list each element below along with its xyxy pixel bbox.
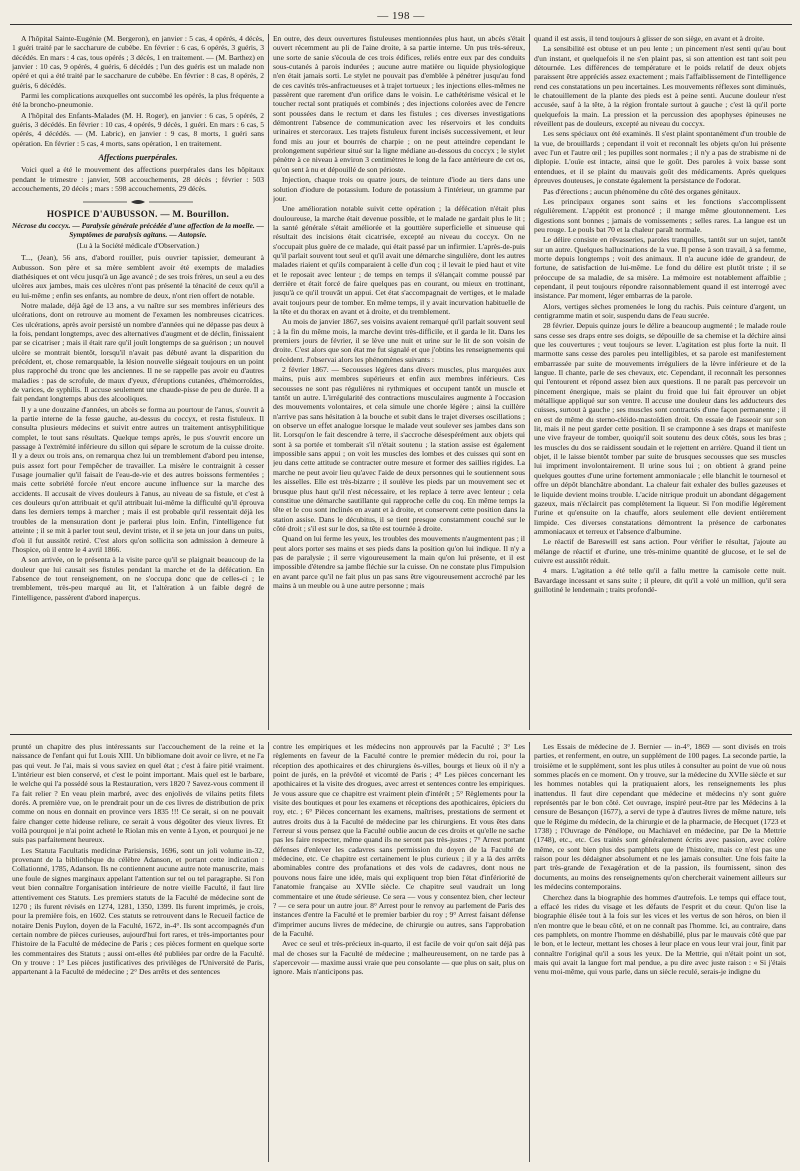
ornament-divider-icon <box>83 198 193 206</box>
top-rule <box>10 24 792 25</box>
feuilleton-column-3 <box>534 742 786 1162</box>
article-note: (Lu à la Société médicale d'Observation.) <box>76 240 200 250</box>
paragraph: quand il est assis, il tend toujours à glisser de son siège, en avant et à droite. <box>534 34 765 43</box>
paragraph: En outre, des deux ouvertures fistuleuses mentionnées plus haut, un abcès s'était ouvert récemment au pli de l'aine droite, à sa partie interne. Un pus très-séreux, une sorte de sanie s'écoula de ces trois édifices, reliés entre eux par des conduits sous-cutanés à parois indurées ; aucune autre matière ou liquide physiologique n'en était jamais sorti. Le stylet ne pouvait pas d'emblée à pénétrer jusqu'au fond de ces cavités très-anfractueuses et à trajet tortueux ; les injections elles-mêmes ne passèrent que rarement d'un orifice dans le voisin. Le cathétérisme vésical et le toucher rectal sont pratiqués et combinés ; des injections colorées avec de l'encre sont poussées dans le rectum et dans les fistules ; ces diverses investigations démontrent l'absence de communication avec les réservoirs et les conduits urinaires et stercoraux. Les trajets fistuleux furent incisés successivement, et leur fond mis au jour et bourrés de charpie ; on ne peut atteindre cependant le prolongement supérieur situé sur la ligne médiane au-dessous du coccyx ; le stylet pénètre à ce niveau à environ 3 centimètres le long de la face antérieure de cet os, qu'on sent à nu et dépouillé de son périoste. <box>273 34 525 174</box>
column-separator <box>529 742 530 1162</box>
section-title-puerperal: Affections puerpérales. <box>98 153 178 163</box>
paragraph: Parmi les complications auxquelles ont succombé les opérés, la plus fréquente a été la broncho-pneumonie. <box>12 91 264 110</box>
paragraph: La sensibilité est obtuse et un peu lente ; un pincement n'est senti qu'au bout d'un instant, et quelquefois il ne s'en plaint pas, si son attention est tant soit peu détournée. Les différences de température et le poids relatif de deux objets paraissent être appréciés assez exactement ; mais l'affaiblissement de l'intelligence rend ces constatations un peu incertaines. Les mouvements réflexes sont diminués, le chatouillement de la plante des pieds est à peine senti. Aucune douleur n'est accusée, sauf à la tête, à la région frontale surtout à gauche ; c'est là qu'il porte quelquefois la main. La pression et la percussion des apophyses épineuses ne réveillent pas de douleurs, excepté au niveau du coccyx. <box>534 44 786 129</box>
paragraph: Les sens spéciaux ont été examinés. Il s'est plaint spontanément d'un trouble de la vue, de brouillards ; cependant il voit et reconnaît les objets qu'on lui présente avec l'un et l'autre œil ; les pupilles sont normales ; il n'y a pas de strabisme ni de diplopie. L'ouïe est intacte, ainsi que le goût. Des paroles à voix basse sont entendues, et il se plaint du mauvais goût des médicaments. Après quelques épreuves douteuses, je constate également la persistance de l'odorat. <box>534 129 786 186</box>
paragraph: Notre malade, déjà âgé de 13 ans, a vu naître sur ses membres inférieurs des ulcérations, dont on retrouve au moment de l'examen les nombreuses cicatrices. Ces ulcérations, après avoir persisté un nombre d'années qui ne dépasse pas deux à la fois, pendant longtemps, avec des alternatives d'augment et de déclin, finissaient par se cicatriser ; mais il était rare qu'il jouît longtemps de sa guérison ; un nouvel ulcère se montrait bientôt, lorsqu'il n'avait pas débuté avant la disparition du précédent, et, chose remarquable, la lésion nouvelle siégeait toujours en un point plus rapproché du tronc que les anciennes. Il ne se rappelle pas avoir eu d'autres maladies : pas de scrofule, de maux d'yeux, d'éruptions cutanées, d'hémorroïdes, de varices, de syphilis. Il accuse seulement une chaude-pisse de peu de durée. Il a fait pendant longtemps abus des alcooliques. <box>12 300 264 404</box>
paragraph: Pas d'érections ; aucun phénomène du côté des organes génitaux. <box>543 186 741 196</box>
feuilleton-rule <box>10 734 792 735</box>
paragraph: Cherchez dans la biographie des hommes d'autrefois. Le temps qui efface tout, a effacé les rides du visage et les défauts de l'esprit et du cœur. Qu'on lise la biographie élisée tout à la fois sur les vices et les vertus de son héros, on bien il n'en montre que le beau côté, et on ne connaît pas l'homme. Ici, au contraire, dans ces pamphlets, on montre l'homme en déshabillé, plus par le mauvais côté que par le bon, et le lecteur, mettant les choses à leur place en vous leur vrai jour, finit par connaître l'original qu'il a sous les yeux. De la Mettrie, qui n'était point un sot, mais qui avait la langue fort mal pendue, a pu dire avec juste raison : « Si j'étais venu moi-même, qui vous parle, dans un siècle reculé, serais-je indigne du <box>534 892 786 977</box>
column-1 <box>12 34 264 730</box>
feuilleton-column-1 <box>12 742 264 1162</box>
paragraph: Les Essais de médecine de J. Bernier — in-4°, 1869 — sont divisés en trois parties, et renferment, en outre, un supplément de 100 pages. La seconde partie, la troisième et le supplément, sont les plus utiles à consulter au point de vue où nous sommes placés en ce moment. On y trouve, sur la médecine du XVIIe siècle et sur les hommes notables qui la pratiquaient alors, les renseignements les plus inattendus. Il faut dire cependant que médecine et médecins n'y sont guère représentés par le bon côté. Cet ouvrage, inspiré peut-être par les Médecins à la censure de Besançon (1677), a servi de type à d'autres livres de même nature, tels que le Régime du médecin, de la chirurgie et de la pharmacie, de Hecquet (1723 et 1738) ; l'Ouvrage de Pénélope, ou Machiavel en médecine, par De la Mettrie (1748), etc., etc. Ces traités sont généralement écrits avec passion, avec colère même, ce sont bien plus des pamphlets que de l'histoire, mais ce n'est pas une raison pour les dédaigner absolument et ne les jamais consulter. Une fois faite la part très-grande de l'exagération et de la passion, ils fournissent, sinon des documents, au moins des renseignements qu'on chercherait vainement ailleurs sur les médecins contemporains. <box>534 742 786 892</box>
article-title-hospice: HOSPICE D'AUBUSSON. — M. Bourillon. <box>46 208 230 219</box>
paragraph: Les Statuta Facultatis medicinæ Parisiensis, 1696, sont un joli volume in-32, provenant de la bibliothèque du célèbre Adanson, et portant cette indication : Collationné, 1785, Adanson. Ils ne contiennent aucune autre note manuscrite, mais une foule de signes marginaux appelant l'attention sur tel ou tel paragraphe. Si l'on veut bien connaître l'organisation intérieure de notre vieille Faculté, il faut lire attentivement ces Statuts. Les premiers statuts de la Faculté de médecine sont de 1270 ; ils furent révisés en 1274, 1281, 1350, 1399. Ils furent imprimés, je crois, pour la première fois, en 1602. Ces statuts se retrouvent dans le Recueil factice de notaire Denis Puylon, doyen de la Faculté, 1672, in-4°. Ils sont accompagnés d'un certain nombre de pièces curieuses, aujourd'hui fort rares, et très-importantes pour l'histoire de la Faculté de médecine de Paris ; ces pièces forment en quelque sorte les commentaires des Statuts ; aussi ont-elles été publiées par ordre de la Faculté. On y trouve : 1° Les pièces justificatives des privilèges de l'Université de Paris, appartenant à la Faculté de médecine ; 2° Des arrêts et des sentences <box>12 845 264 977</box>
paragraph: T..., (Jean), 56 ans, d'abord rouiller, puis ouvrier tapissier, demeurant à Aubusson. Son père et sa mère semblent avoir été exempts de maladies diathésiques et ont vécu jusqu'à un âge avancé ; de ses trois frères, un seul a eu des ulcères aux jambes, mais ces ulcères n'ont pas présenté la ténacité de ceux qu'il a eu lui-même ; enfin ses enfants, au nombre de deux, n'ont rien offert de notable. <box>12 253 264 300</box>
page-number: — 198 — <box>377 10 425 22</box>
paragraph: Il y a une douzaine d'années, un abcès se forma au pourtour de l'anus, s'ouvrit à la partie interne de la fesse gauche, au-dessus du coccyx, et resta fistuleux. Il consulta plusieurs médecins et suivit entre autres un traitement antisyphilitique complet, le tout sans résultats. Quelque temps après, le pus s'ouvrit encore un passage à l'extrémité inférieure du sillon qui sépare le scrotum de la cuisse droite. Il y a deux ou trois ans, on remarqua chez lui un tremblement d'abord peu intense, puis assez fort pour l'empêcher de travailler. La misère le contraignit à cesser l'usage journalier qu'il faisait de l'eau-de-vie et des autres boissons fermentées ; mais cette sobriété forcée n'eut encore aucune influence sur la marche des accidents. Il accusait de vives douleurs à l'anus, au niveau de sa fistule, et c'est à ces douleurs qu'on attribuait et qu'il attribuait lui-même la difficulté qu'il éprouva dans les derniers temps à marcher ; mais il est probable qu'il ressentait déjà les troubles de la mensuration dont je parlerai plus loin. Enfin, l'intelligence fut atteinte ; il se mit à parler tout seul, devint triste, et il se jeta un jour dans un puits, d'où il fut aussitôt retiré. C'est alors qu'on sollicita son admission à demeure à l'hospice, où il entre le 4 avril 1866. <box>12 404 264 554</box>
paragraph: Au mois de janvier 1867, ses voisins avaient remarqué qu'il parlait souvent seul ; à la fin du même mois, la marche devint très-difficile, et il garda le lit. Dans les premiers jours de février, il se lève une nuit et urine sur le lit de son voisin de droite. C'est alors que son état me fut signalé et que j'obtins les renseignements qui précèdent. J'observai alors les phénomènes suivants : <box>273 317 525 364</box>
feuilleton-column-2 <box>273 742 525 1162</box>
column-separator <box>529 34 530 730</box>
paragraph: Avec ce seul et très-précieux in-quarto, il est facile de voir qu'on sait déjà pas mal de choses sur la Faculté de médecine ; malheureusement, on ne tarde pas à s'apercevoir — maxime aussi vraie que peu consolante — que plus on sait, plus on ignore. Mais n'anticipons pas. <box>273 939 525 977</box>
paragraph: Une amélioration notable suivit cette opération ; la défécation n'était plus douloureuse, la marche était devenue possible, et le malade ne gardait plus le lit ; la santé générale s'était améliorée et la gouttière superficielle et sinueuse qui résultait des incisions était cicatrisée, excepté au niveau du coccyx. On ne s'occupait plus guère de ce malade, qui était passé par un infirmier. L'après-de-puis qu'il parlait souvent tout seul et qu'il avait une démarche singulière, dont les autres malades riaient et qu'ils comparaient à celle d'un coq ; il levait le pied haut et vite et le reposait avec lenteur ; de temps en temps il s'élançait comme poussé par derrière et était forcé de faire quelques pas en courant, ou mieux en trottinant, jusqu'à ce qu'il trouvât un appui. Cet état s'accompagnait de vertiges, et le malade avait toujours peur de tomber. En même temps, il y avait incurvation habituelle de la tête et du thorax en avant et à droite, et du tremblement. <box>273 204 525 316</box>
paragraph: 28 février. Depuis quinze jours le délire a beaucoup augmenté ; le malade roule sans cesse ses draps entre ses doigts, se dépouille de sa chemise et la déchire ainsi que les couvertures ; veut toujours se lever. L'agitation est plus forte la nuit. Il marmotte sans cesse des paroles peu intelligibles, et sa parole est manifestement embarrassée par suite de mouvements irréguliers de la lèvre inférieure et de la langue. Il chante, parle de ses chevaux, etc. Cependant, il reconnaît les personnes qui l'entourent et répond assez bien aux questions. Il ne paraît pas percevoir un pincement énergique, mais se plaint du froid que lui fait éprouver un objet métallique appliqué sur son ventre. Il accuse une douleur dans les adducteurs des cuisses, surtout à gauche ; ses muscles sont contractés d'une façon permanente ; il en est de même du sterno-cléido-mastoïdien droit. On essaie de l'asseoir sur son lit, mais il ne peut garder cette position. Il se cramponne à ses draps et manifeste une vive frayeur de tomber, quoiqu'il soit soutenu des deux côtés, sous les bras ; les muscles du dos se raidissent soudain et le rejettent en arrière. Quand il tient un objet, il le laisse bientôt tomber par suite de brusques secousses que ses muscles lui impriment involontairement. Il urine sous lui ; on obtient à grand peine quelques gouttes d'une urine fortement ammoniacale ; elle blanchit le tournesol et offre un dépôt blanchâtre abondant. La chaleur fait exhaler des bulles gazeuses et le liquide devient moins trouble. L'acide nitrique produit un abondant dégagement gazeux, mais n'éclaircit pas complètement la liqueur. Si l'on modifie légèrement l'urine et qu'ensuite on la chauffe, alors seulement elle devient entièrement limpide. Ces diverses constatations démontrent la présence de carbonates ammoniacaux et terreux et l'absence d'albumine. <box>534 321 786 536</box>
paragraph: contre les empiriques et les médecins non approuvés par la Faculté ; 3° Les règlements en faveur de la Faculté contre le premier médecin du roi, pour la réception des apothicaires et des chirurgiens ès-villes, bourgs et lieux où il n'y a point de jurés, en la prévôté et vicomté de Paris ; 4° Les pièces concernant les apothicaires et la visite des drogues, avec arrest et sentences contre les empiriques. Je vous assure que ce chapitre est vraiment plein d'intérêt ; 5° Règlements pour la visite des boutiques et pour les examens et réceptions des apothicaires, épiciers du roy, etc. ; 6° Pièces concernant les examens, maîtrises, prestations de serment et autres droits dus à la Faculté de médecine par les chirurgiens. Et vous êtes dans l'erreur si vous pensez que la Faculté oublie aucun de ces droits et qu'elle ne sache pas les faire respecter, même quand ils ne seront pas très-justes ; 7° Arrest portant défenses d'enlever les cadavres sans permission du doyen de la Faculté de médecine, etc. Ce chapitre est certainement le plus curieux ; il y a là des arrêts abominables contre des profanations et des vols de cadavres, dont nous ne pouvons nous faire une idée, mais qui expliquent trop bien l'état d'infériorité de l'anatomie française au XVIIe siècle. Ce chapitre seul vaudrait un long commentaire et une étude sérieuse. Ce sera — vous y consentez bien, cher lecteur ? — ce sera pour un autre jour. 8° Arrest pour le renvoy au parlement de Paris des instances d'entre la Faculté et le premier barbier du roy ; 9° Arrest faisant défense d'imprimer aucuns livres de médecine, de chirurgie ou autres, sans l'approbation de la Faculté. <box>273 742 525 938</box>
paragraph: Injection, chaque trois ou quatre jours, de teinture d'iode au tiers dans une solution d'iodure de potassium. Iodure de potassium à l'intérieur, un gramme par jour. <box>273 175 525 203</box>
paragraph: prunté un chapitre des plus intéressants sur l'accouchement de la reine et la naissance de l'enfant qui fut Louis XIII. Un bibliomane doit avoir ce livre, et ne l'a pas qui veut. Je l'ai, mais si vous saviez en quel état ; c'est à faire pitié vraiment. L'intérieur est bien conservé, et c'est le point important. Mais quel est le barbare, le welche qui l'a possédé sous la Restauration, vers 1820 ? Savez-vous comment il l'a fait relier ? En veau plein marbré, avec des enjolivés de vilains petits filets dorés. A première vue, on le prendrait pour un de ces livres de distribution de prix comme on nous en donnait en province vers 1835 !!! Ce serait, si on ne pouvait faire changer cette hideuse reliure, ce serait à vous dégoûter des vieux livres. Et voilà pourquoi je n'ai point acheté le Riolan mis en vente à Lyon, et pourquoi je ne suis pas parfaitement heureux. <box>12 742 264 845</box>
article-subtitle: Nécrose du coccyx. — Paralysie générale précédée d'une affection de la moelle. — Symptômes de paralysis agitans. — Autopsie. <box>12 220 264 239</box>
paragraph: 4 mars. L'agitation a été telle qu'il a fallu mettre la camisole cette nuit. Bavardage incessant et sans suite ; il pleure, dit qu'il a volé un million, qu'il sera guillotiné le lendemain ; traits profondé- <box>534 566 786 594</box>
paragraph: Le réactif de Bareswill est sans action. Pour vérifier le résultat, j'ajoute au mélange de réactif et d'urine, une très-minime quantité de glucose, et le sel de cuivre est aussitôt réduit. <box>534 537 786 565</box>
column-separator <box>268 742 269 1162</box>
paragraph: A l'hôpital des Enfants-Malades (M. H. Roger), en janvier : 6 cas, 5 opérés, 2 guéris, 3 décédés. En février : 10 cas, 4 opérés, 9 décès, 1 guéri. En mars : 6 cas, 5 opérés, 4 décédés. — (M. Labric), en janvier : 9 cas, 8 morts, 1 guéri sans opération. En février : 5 cas, 4 morts, sans opération, 1 en traitement. <box>12 110 264 148</box>
column-3 <box>534 34 786 730</box>
paragraph: Alors, vertiges sèches promenées le long du rachis. Puis ceinture d'argent, un centigramme matin et soir, suspendu dans de l'eau sucrée. <box>534 301 786 320</box>
paragraph: 2 février 1867. — Secousses légères dans divers muscles, plus marquées aux mains, puis aux membres supérieurs et enfin aux membres inférieurs. Ces secousses ne sont pas régulières ni rythmiques et occupent tantôt un muscle et tantôt un autre. L'irrégularité des contractions musculaires augmente à l'occasion des mouvements volontaires, et cela simule une chorée légère ; ainsi la cuillère n'arrive pas sans hésitation à la bouche et subit dans le trajet diverses oscillations ; on observe un effet analogue lorsque le malade veut soulever ses jambes dans son lit. Lorsqu'on le fait descendre à terre, il s'accroche désespérément aux objets qui sont à sa portée et tomberait s'il n'était soutenu ; la station assise est également impossible sans appui ; on voit les muscles des lombes et des cuisses qui sont en jeu dans cette attitude se contracter outre mesure et former des saillies rigides. La marche ne peut avoir lieu qu'avec l'aide de deux personnes qui le soutiennent sous les aisselles. Elle est très-bizarre ; il soulève les pieds par un mouvement sec et brusque plus haut qu'il n'est nécessaire, et les replace à terre avec lenteur ; cela constitue une démarche sautillante qui rapproche celle du coq. En même temps la tête et le cou sont inclinés en avant et à droite, et conservent cette position dans la station assise. Dans le décubitus, il se tient presque constamment couché sur le côté droit ; s'il est sur le dos, sa tête est tournée à droite. <box>273 365 525 533</box>
column-separator <box>268 34 269 730</box>
paragraph: A son arrivée, on le présenta à la visite parce qu'il se plaignait beaucoup de la douleur que lui causait ses fistules pendant la marche et de la défécation. En l'absence de tout renseignement, on ne s'occupa donc que de celles-ci ; le tremblement, très-peu marqué au lit, et l'altération à un faible degré de l'intelligence, passèrent d'abord inaperçus. <box>12 555 264 602</box>
paragraph: A l'hôpital Sainte-Eugénie (M. Bergeron), en janvier : 5 cas, 4 opérés, 4 décès, 1 guéri traité par le saccharure de cubèbe. En février : 6 cas, 6 opérés, 3 guéris, 3 décédés. En mars : 4 cas, tous opérés ; 3 décès, 1 en traitement. — (M. Barthez) en janvier : 10 cas, 9 opérés, 4 guéris, 6 décédés ; l'un des guéris est un malade non opéré et qui a été traité par le saccharure de cubèbe. En février : 8 cas, 8 opérés, 2 guéris, 6 décédés. <box>12 34 264 90</box>
paragraph: Le délire consiste en rêvasseries, paroles tranquilles, tantôt sur un sujet, tantôt sur un autre. Quelques hallucinations de la vue. Il pense à son travail, à sa femme, morte depuis longtemps ; voit des animaux. Il n'a aucune idée de grandeur, de fortune, de satisfaction de lui-même. Le fond du délire est plutôt triste ; il se préoccupe de sa maladie, de sa misère. La mémoire est notablement affaiblie ; cependant, il peut toujours répondre raisonnablement quand il est interrogé avec insistance. Par moment, léger embarras de la parole. <box>534 235 786 301</box>
paragraph: Voici quel a été le mouvement des affections puerpérales dans les hôpitaux pendant le trimestre : janvier, 508 accouchements, 28 décès ; février : 503 accouchements, 20 décès ; mars : 598 accouchements, 29 décès. <box>12 165 264 194</box>
paragraph: Quand on lui ferme les yeux, les troubles des mouvements n'augmentent pas ; il peut alors porter ses mains et ses pieds dans la position qu'on lui indique. Il n'y a pas de paralysie ; il serre vigoureusement la main qu'on lui présente, et il est impossible d'étendre sa jambe fléchie sur la cuisse. On ne constate plus l'impulsion en avant parce qu'il ne fait plus un pas sans être vigoureusement accroché par les mains à un meuble ou à une autre personne ; mais <box>273 534 525 590</box>
paragraph: Les principaux organes sont sains et les fonctions s'accomplissent régulièrement. L'appétit est prononcé ; il mange même gloutonnement. Les digestions sont bonnes ; jamais de vomissements ; selles rares. La langue est un peu rouge. Le pouls bat 70 et la chaleur paraît normale. <box>534 196 786 234</box>
column-2 <box>273 34 525 730</box>
newspaper-page <box>10 10 792 1162</box>
